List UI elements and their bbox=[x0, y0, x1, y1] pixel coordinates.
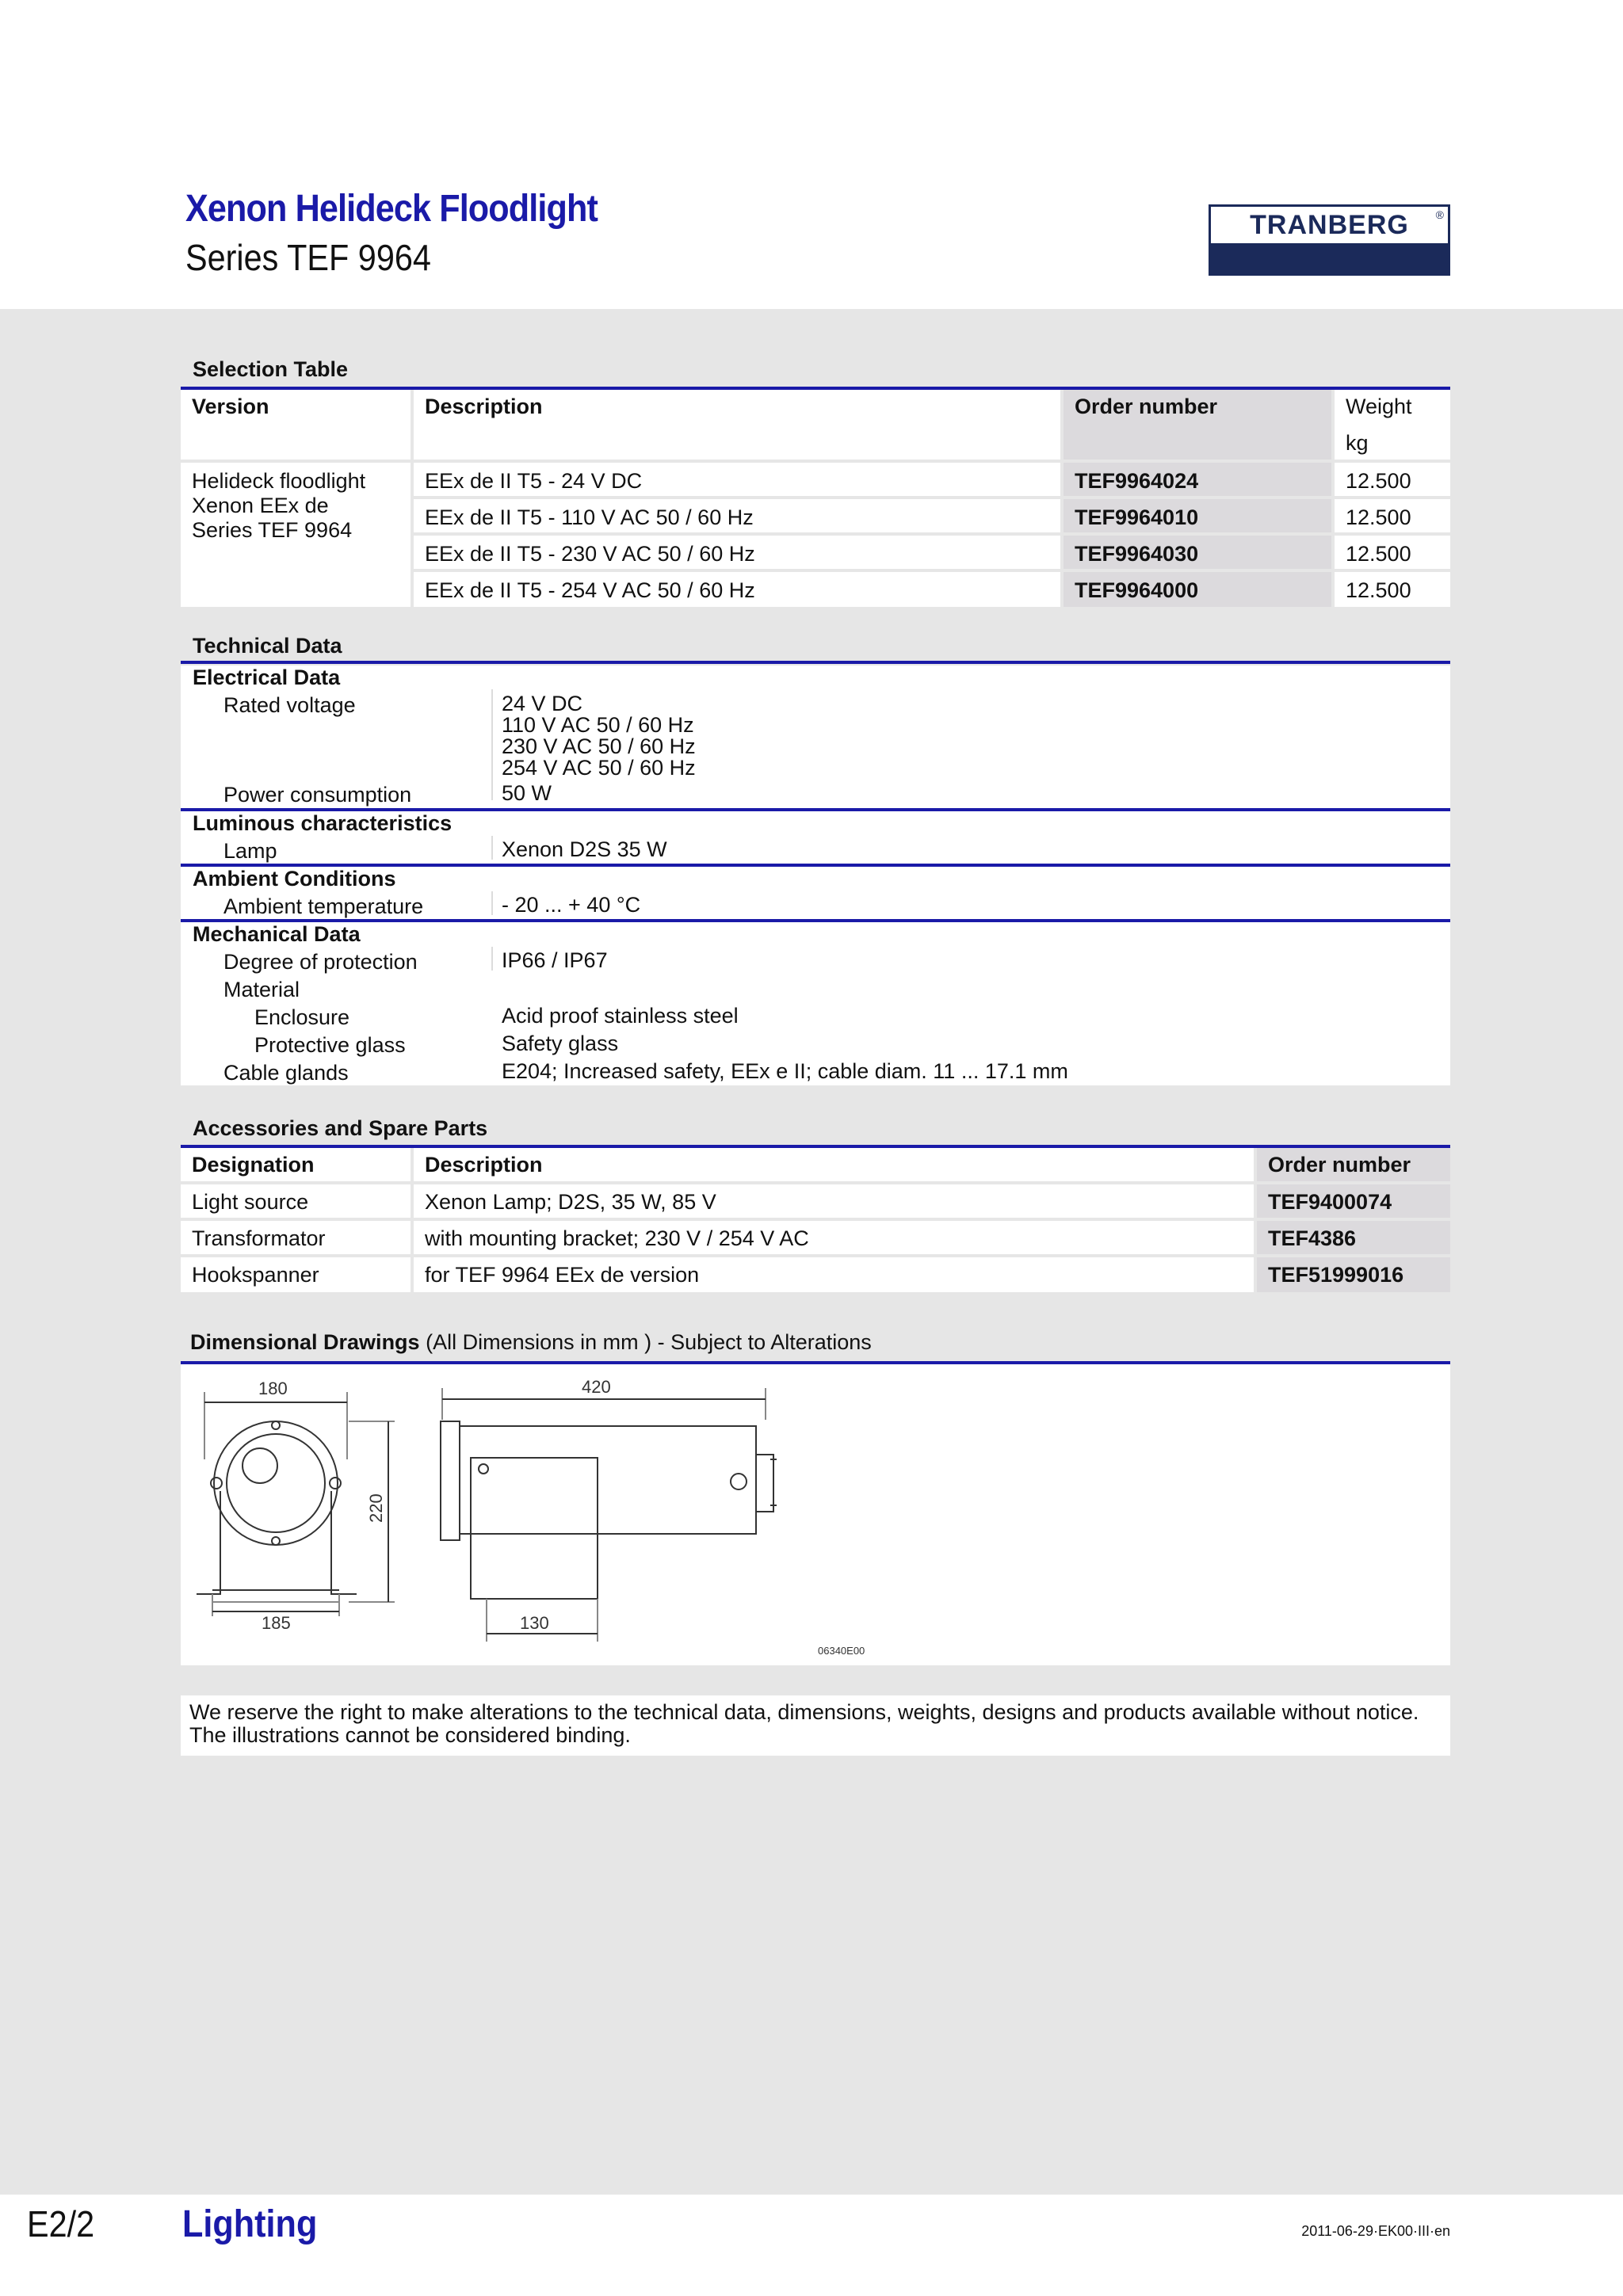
designation-cell: Hookspanner bbox=[181, 1257, 414, 1292]
dim-label-180: 180 bbox=[258, 1379, 288, 1398]
rated-voltage-value: 230 V AC 50 / 60 Hz bbox=[502, 734, 696, 758]
table-row bbox=[181, 1221, 1450, 1257]
table-header-row bbox=[181, 390, 1450, 463]
version-cell bbox=[181, 463, 414, 607]
header-order-number: Order number bbox=[1257, 1148, 1450, 1184]
column-divider bbox=[491, 947, 493, 971]
order-number-cell: TEF4386 bbox=[1257, 1221, 1450, 1257]
power-consumption-value: 50 W bbox=[502, 781, 552, 805]
rated-voltage-value: 24 V DC bbox=[502, 692, 583, 715]
version-line: Series TEF 9964 bbox=[192, 518, 353, 542]
protection-label: Degree of protection bbox=[223, 950, 418, 974]
weight-unit: kg bbox=[1346, 431, 1369, 455]
section-rule bbox=[181, 661, 1450, 664]
front-view bbox=[197, 1392, 395, 1616]
weight-cell: 12.500 bbox=[1335, 499, 1450, 536]
section-rule bbox=[181, 919, 1450, 922]
enclosure-value: Acid proof stainless steel bbox=[502, 1004, 739, 1028]
dimensional-drawing bbox=[181, 1364, 1450, 1665]
header-version: Version bbox=[181, 390, 414, 463]
table-row bbox=[181, 463, 1450, 499]
description-cell: for TEF 9964 EEx de version bbox=[414, 1257, 1257, 1292]
order-number-cell: TEF9964030 bbox=[1064, 536, 1335, 572]
drawings-title bbox=[190, 1330, 872, 1355]
technical-data-title: Technical Data bbox=[193, 634, 342, 658]
lamp-value: Xenon D2S 35 W bbox=[502, 837, 667, 861]
protection-value: IP66 / IP67 bbox=[502, 948, 608, 972]
designation-cell: Transformator bbox=[181, 1221, 414, 1257]
lamp-label: Lamp bbox=[223, 839, 277, 863]
header-description: Description bbox=[414, 1148, 1257, 1184]
version-line: Xenon EEx de bbox=[192, 494, 329, 517]
selection-table bbox=[181, 390, 1450, 607]
side-view bbox=[441, 1388, 777, 1642]
dim-label-420: 420 bbox=[582, 1377, 611, 1397]
drawings-title-rest: (All Dimensions in mm ) - Subject to Alterations bbox=[419, 1330, 872, 1354]
ambient-temperature-label: Ambient temperature bbox=[223, 894, 424, 918]
rated-voltage-value: 254 V AC 50 / 60 Hz bbox=[502, 756, 696, 780]
logo-bar bbox=[1209, 246, 1450, 276]
designation-cell: Light source bbox=[181, 1184, 414, 1221]
ambient-temperature-value: - 20 ... + 40 °C bbox=[502, 893, 641, 917]
luminous-heading: Luminous characteristics bbox=[193, 811, 453, 835]
table-row bbox=[181, 1184, 1450, 1221]
logo-box bbox=[1209, 204, 1450, 246]
order-number-cell: TEF51999016 bbox=[1257, 1257, 1450, 1292]
header-description: Description bbox=[414, 390, 1064, 463]
drawing-ref: 06340E00 bbox=[818, 1645, 865, 1657]
rated-voltage-label: Rated voltage bbox=[223, 693, 356, 717]
order-number-cell: TEF9964024 bbox=[1064, 463, 1335, 499]
order-number-cell: TEF9400074 bbox=[1257, 1184, 1450, 1221]
logo-text: TRANBERG bbox=[1250, 209, 1409, 240]
power-consumption-label: Power consumption bbox=[223, 783, 412, 807]
dim-label-185: 185 bbox=[262, 1613, 291, 1633]
order-number-cell: TEF9964000 bbox=[1064, 572, 1335, 607]
page-title: Xenon Helideck Floodlight bbox=[185, 188, 598, 230]
material-label: Material bbox=[223, 978, 300, 1001]
header-designation: Designation bbox=[181, 1148, 414, 1184]
weight-cell: 12.500 bbox=[1335, 463, 1450, 499]
cable-glands-value: E204; Increased safety, EEx e II; cable diam. 11 ... 17.1 mm bbox=[502, 1059, 1068, 1083]
disclaimer-line: We reserve the right to make alterations to the technical data, dimensions, weights, designs and products available without notice. bbox=[189, 1700, 1419, 1724]
page-subtitle: Series TEF 9964 bbox=[185, 237, 431, 278]
disclaimer-line: The illustrations cannot be considered binding. bbox=[189, 1723, 631, 1747]
drawings-title-bold: Dimensional Drawings bbox=[190, 1330, 420, 1354]
electrical-data-heading: Electrical Data bbox=[193, 666, 341, 689]
weight-cell: 12.500 bbox=[1335, 572, 1450, 607]
cable-glands-label: Cable glands bbox=[223, 1061, 349, 1085]
dimensional-drawing-panel bbox=[181, 1364, 1450, 1665]
description-cell: EEx de II T5 - 110 V AC 50 / 60 Hz bbox=[414, 499, 1064, 536]
header bbox=[0, 0, 1623, 309]
header-weight: Weight bbox=[1346, 395, 1412, 418]
protective-glass-value: Safety glass bbox=[502, 1032, 619, 1055]
description-cell: Xenon Lamp; D2S, 35 W, 85 V bbox=[414, 1184, 1257, 1221]
mechanical-heading: Mechanical Data bbox=[193, 922, 361, 946]
column-divider bbox=[491, 689, 493, 800]
protective-glass-label: Protective glass bbox=[254, 1033, 406, 1057]
table-row bbox=[181, 1257, 1450, 1292]
order-number-cell: TEF9964010 bbox=[1064, 499, 1335, 536]
rated-voltage-values bbox=[502, 693, 696, 779]
accessories-table bbox=[181, 1148, 1450, 1292]
description-cell: EEx de II T5 - 254 V AC 50 / 60 Hz bbox=[414, 572, 1064, 607]
accessories-title: Accessories and Spare Parts bbox=[193, 1116, 488, 1140]
dim-label-130: 130 bbox=[520, 1613, 549, 1633]
description-cell: with mounting bracket; 230 V / 254 V AC bbox=[414, 1221, 1257, 1257]
disclaimer-note bbox=[181, 1695, 1450, 1756]
version-line: Helideck floodlight bbox=[192, 469, 366, 493]
table-header-row bbox=[181, 1148, 1450, 1184]
column-divider bbox=[491, 891, 493, 915]
ambient-heading: Ambient Conditions bbox=[193, 867, 396, 891]
tranberg-logo bbox=[1209, 204, 1450, 276]
enclosure-label: Enclosure bbox=[254, 1005, 350, 1029]
description-cell: EEx de II T5 - 24 V DC bbox=[414, 463, 1064, 499]
column-divider bbox=[491, 836, 493, 860]
section-name: Lighting bbox=[182, 2203, 318, 2245]
rated-voltage-value: 110 V AC 50 / 60 Hz bbox=[502, 713, 694, 737]
header-order-number: Order number bbox=[1064, 390, 1335, 463]
dim-label-220: 220 bbox=[366, 1493, 386, 1523]
page-number: E2/2 bbox=[27, 2203, 95, 2245]
technical-data-table bbox=[181, 666, 1450, 1085]
selection-table-title: Selection Table bbox=[193, 357, 349, 381]
weight-cell: 12.500 bbox=[1335, 536, 1450, 572]
description-cell: EEx de II T5 - 230 V AC 50 / 60 Hz bbox=[414, 536, 1064, 572]
document-reference: 2011-06-29·EK00·III·en bbox=[1301, 2223, 1450, 2239]
registered-mark: ® bbox=[1435, 208, 1445, 221]
header-weight-cell bbox=[1335, 390, 1450, 463]
